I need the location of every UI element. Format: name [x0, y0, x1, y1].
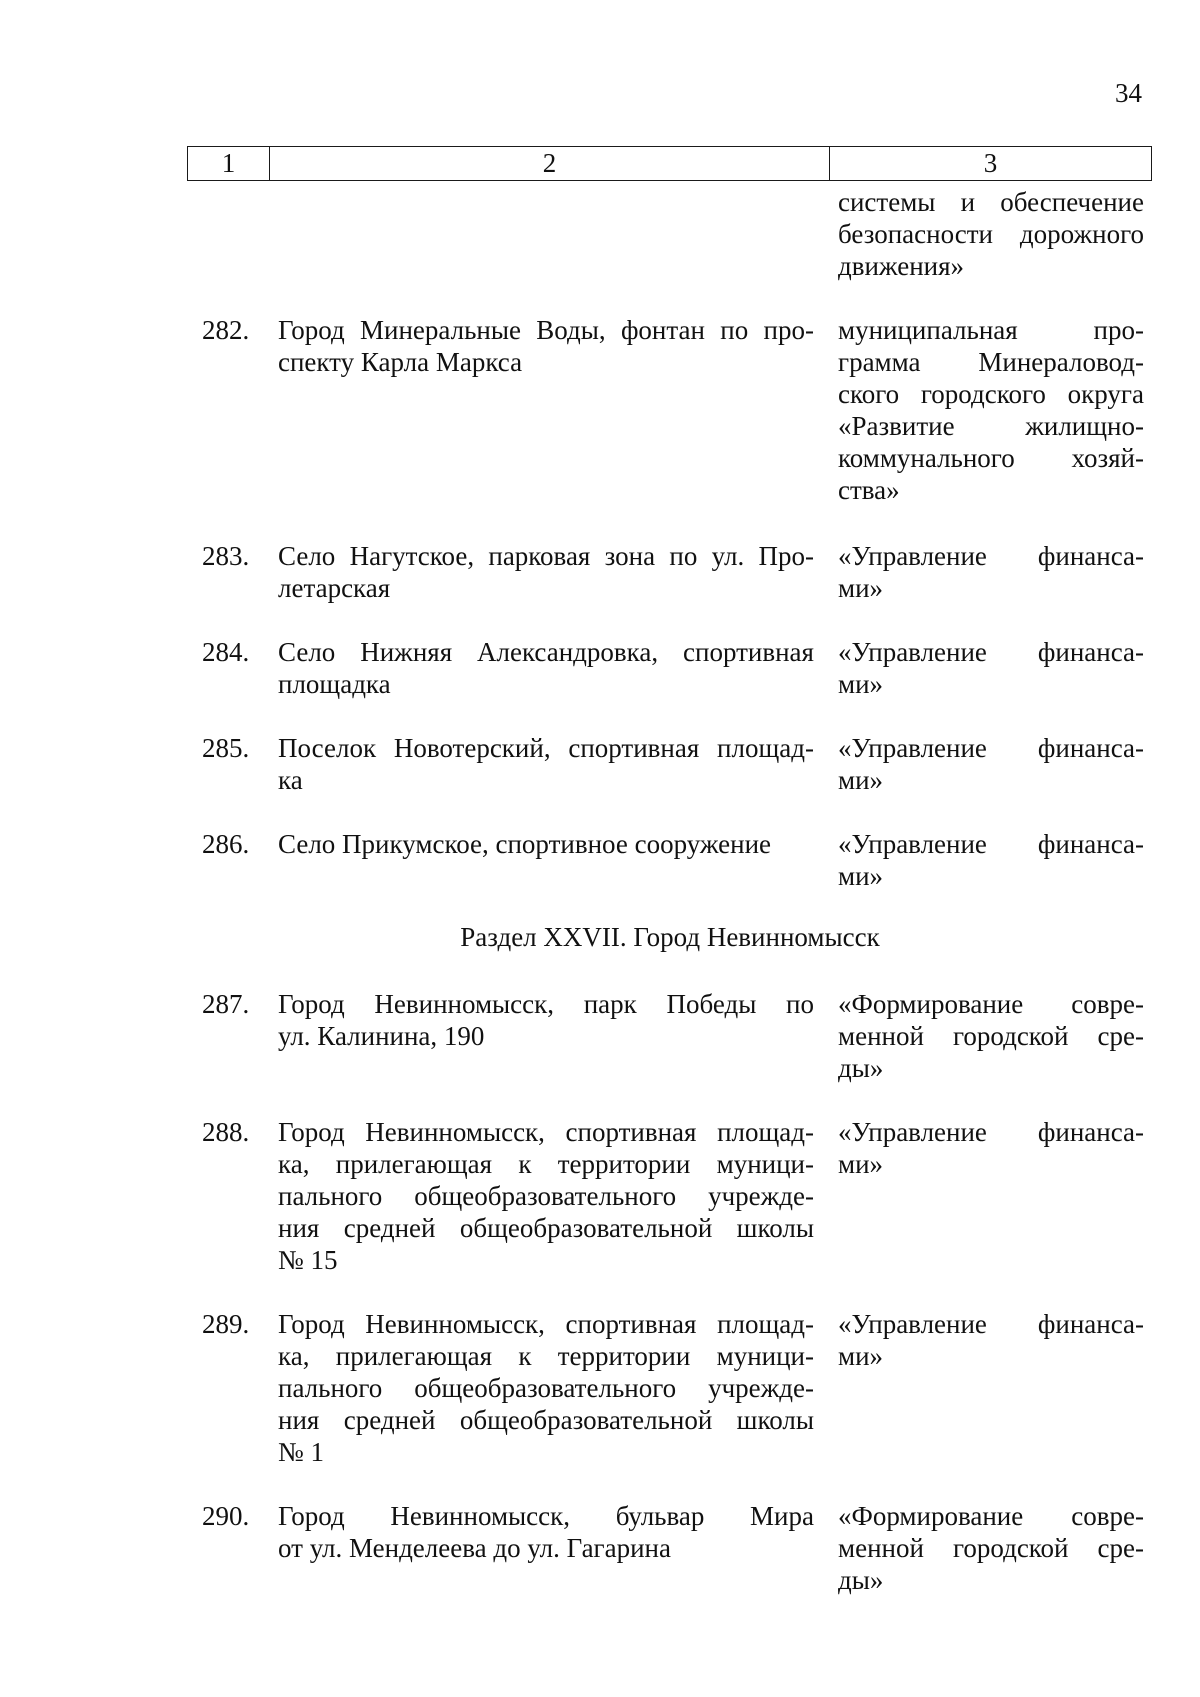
- program-line: ства»: [838, 475, 900, 505]
- description-line: Город Невинномысск, бульвар Мира: [278, 1501, 814, 1531]
- program-cell: [838, 1308, 1144, 1372]
- description-line: ка, прилегающая к территории муници-: [278, 1149, 814, 1179]
- description-line: ул. Калинина, 190: [278, 1021, 485, 1051]
- program-line: грамма Минераловод-: [838, 347, 1144, 377]
- program-line: «Формирование совре-: [838, 1501, 1144, 1531]
- program-line: менной городской сре-: [838, 1533, 1144, 1563]
- program-line: «Развитие жилищно-: [838, 411, 1144, 441]
- object-description: [278, 1308, 814, 1468]
- program-cell: [838, 1500, 1144, 1596]
- row-number: 282.: [202, 315, 250, 345]
- description-line: Село Нижняя Александровка, спортивная: [278, 637, 814, 667]
- program-line: ды»: [838, 1053, 884, 1083]
- program-line: «Управление финанса-: [838, 733, 1144, 763]
- description-line: № 15: [278, 1245, 338, 1275]
- program-line: ми»: [838, 765, 884, 795]
- description-line: площадка: [278, 669, 391, 699]
- description-line: пального общеобразовательного учрежде-: [278, 1373, 814, 1403]
- program-line: ми»: [838, 573, 884, 603]
- description-line: ка, прилегающая к территории муници-: [278, 1341, 814, 1371]
- row-number: 284.: [202, 637, 250, 667]
- row-number: 289.: [202, 1309, 250, 1339]
- header-col-3: 3: [983, 148, 998, 178]
- object-description: [278, 1116, 814, 1276]
- program-line: ского городского округа: [838, 379, 1144, 409]
- description-line: № 1: [278, 1437, 325, 1467]
- description-line: Село Нагутское, парковая зона по ул. Про-: [278, 541, 814, 571]
- description-line: Город Невинномысск, парк Победы по: [278, 989, 814, 1019]
- program-line: муниципальная про-: [838, 315, 1144, 345]
- object-description: [278, 636, 814, 700]
- description-line: Город Невинномысск, спортивная площад-: [278, 1117, 814, 1147]
- description-line: Село Прикумское, спортивное сооружение: [278, 829, 772, 859]
- program-line: ми»: [838, 669, 884, 699]
- program-cell: [838, 314, 1144, 506]
- program-cell: [838, 828, 1144, 892]
- program-line: менной городской сре-: [838, 1021, 1144, 1051]
- program-line: коммунального хозяй-: [838, 443, 1144, 473]
- section-title: Раздел XXVII. Город Невинномысск: [460, 922, 880, 952]
- row-number: 286.: [202, 829, 250, 859]
- program-line: ми»: [838, 1149, 884, 1179]
- program-line: движения»: [838, 251, 965, 281]
- description-line: ка: [278, 765, 303, 795]
- object-description: [278, 988, 814, 1052]
- program-cell: [838, 732, 1144, 796]
- header-col-2: 2: [270, 147, 830, 180]
- description-line: от ул. Менделеева до ул. Гагарина: [278, 1533, 671, 1563]
- program-line: ми»: [838, 1341, 884, 1371]
- description-line: летарская: [278, 573, 391, 603]
- description-line: спекту Карла Маркса: [278, 347, 523, 377]
- program-cell: [838, 1116, 1144, 1180]
- object-description: [278, 1500, 814, 1564]
- object-description: [278, 828, 814, 860]
- description-line: Город Невинномысск, спортивная площад-: [278, 1309, 814, 1339]
- row-number: 290.: [202, 1501, 250, 1531]
- page-number: 34: [1115, 78, 1142, 108]
- program-line: «Управление финанса-: [838, 1117, 1144, 1147]
- row-number: 285.: [202, 733, 250, 763]
- program-line: системы и обеспечение: [838, 187, 1144, 217]
- program-cell: [838, 636, 1144, 700]
- object-description: [278, 540, 814, 604]
- row-number: 287.: [202, 989, 250, 1019]
- row-number: 283.: [202, 541, 250, 571]
- program-line: ды»: [838, 1565, 884, 1595]
- object-description: [278, 732, 814, 796]
- program-cell: [838, 186, 1144, 282]
- object-description: [278, 314, 814, 378]
- program-line: безопасности дорожного: [838, 219, 1144, 249]
- program-cell: [838, 540, 1144, 604]
- program-line: «Управление финанса-: [838, 829, 1144, 859]
- description-line: ния средней общеобразовательной школы: [278, 1405, 814, 1435]
- description-line: пального общеобразовательного учрежде-: [278, 1181, 814, 1211]
- program-line: «Управление финанса-: [838, 637, 1144, 667]
- program-line: ми»: [838, 861, 884, 891]
- description-line: Город Минеральные Воды, фонтан по про-: [278, 315, 814, 345]
- program-line: «Формирование совре-: [838, 989, 1144, 1019]
- description-line: ния средней общеобразовательной школы: [278, 1213, 814, 1243]
- row-number: 288.: [202, 1117, 250, 1147]
- table-header: [187, 146, 1152, 181]
- program-line: «Управление финанса-: [838, 1309, 1144, 1339]
- program-line: «Управление финанса-: [838, 541, 1144, 571]
- description-line: Поселок Новотерский, спортивная площад-: [278, 733, 814, 763]
- header-col-1: 1: [188, 147, 270, 180]
- program-cell: [838, 988, 1144, 1084]
